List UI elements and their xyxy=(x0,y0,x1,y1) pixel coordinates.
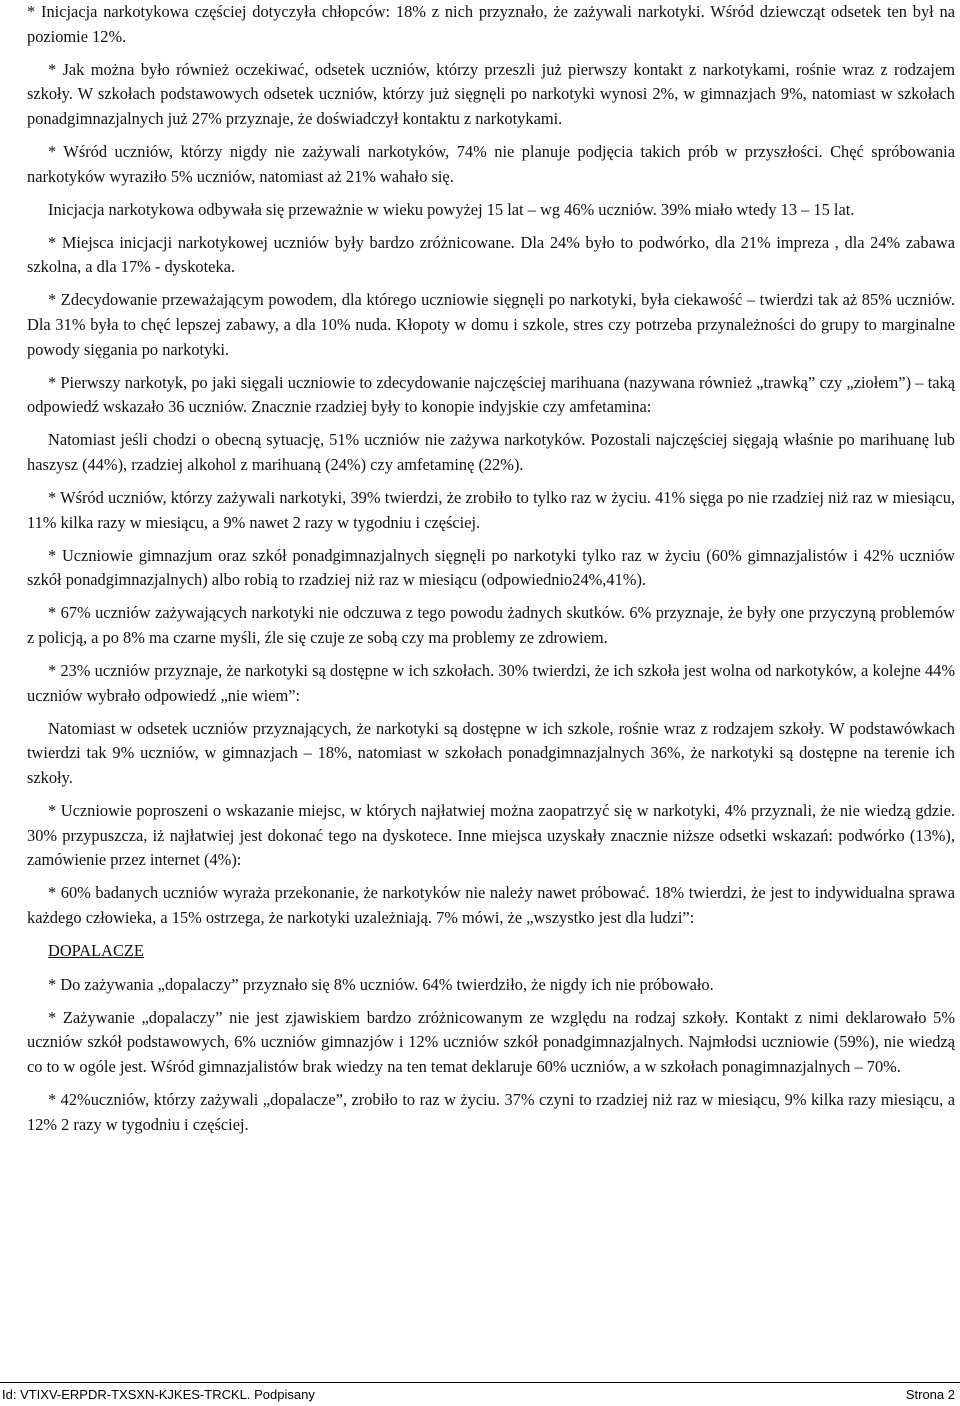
document-body xyxy=(27,0,955,1146)
paragraph-11: * 67% uczniów zażywających narkotyki nie odczuwa z tego powodu żadnych skutków. 6% przyznaje, że były one przyczyną problemów z policją, a po 8% ma czarne myśli, źle się czuje ze sobą czy ma problemy ze zdrowiem. xyxy=(27,603,955,648)
section-heading-dopalacze: DOPALACZE xyxy=(48,940,144,960)
section-paragraph-3: * 42%uczniów, którzy zażywali „dopalacze”, zrobiło to raz w życiu. 37% czyni to rzadziej niż raz w miesiącu, 9% kilka razy miesiącu, a 12% 2 razy w tygodniu i częściej. xyxy=(27,1089,955,1134)
paragraph-5: * Miejsca inicjacji narkotykowej uczniów były bardzo zróżnicowane. Dla 24% było to podwórko, dla 21% impreza , dla 24% zabawa szkolna, a dla 17% - dyskoteka. xyxy=(27,232,955,277)
section-paragraph-2: * Zażywanie „dopalaczy” nie jest zjawiskiem bardzo zróżnicowanym ze względu na rodzaj szkoły. Kontakt z nimi deklarowało 5% uczniów szkół podstawowych, 6% uczniów gimnazjów i 12% uczniów szkół ponadgimnazjalnych. Najmłodsi uczniowie (59%), nie wiedzą co to w ogóle jest. Wśród gimnazjalistów brak wiedzy na ten temat deklaruje 60% uczniów, a w szkołach ponagimnazjalnych – 70%. xyxy=(27,1007,955,1076)
document-id: Id: VTIXV-ERPDR-TXSXN-KJKES-TRCKL. Podpisany xyxy=(2,1387,315,1402)
paragraph-3: * Wśród uczniów, którzy nigdy nie zażywali narkotyków, 74% nie planuje podjęcia takich prób w przyszłości. Chęć spróbowania narkotyków wyraziło 5% uczniów, natomiast aż 21% wahało się. xyxy=(27,141,955,186)
paragraph-1: * Inicjacja narkotykowa częściej dotyczyła chłopców: 18% z nich przyznało, że zażywali narkotyki. Wśród dziewcząt odsetek ten był na poziomie 12%. xyxy=(27,2,955,46)
paragraph-8: Natomiast jeśli chodzi o obecną sytuację, 51% uczniów nie zażywa narkotyków. Pozostali najczęściej sięgają właśnie po marihuanę lub haszysz (44%), rzadziej alkohol z marihuaną (24%) czy amfetaminę (22%). xyxy=(27,430,955,474)
page-number: Strona 2 xyxy=(905,1387,955,1402)
paragraph-14: * Uczniowie poproszeni o wskazanie miejsc, w których najłatwiej można zaopatrzyć się w narkotyki, 4% przyznali, że nie wiedzą gdzie. 30% przypuszcza, iż najłatwiej jest dokonać tego na dyskotece. Inne miejsca uzyskały znacznie niższe odsetki wskazań: podwórko (13%), zamówienie przez internet (4%): xyxy=(27,801,955,870)
paragraph-15: * 60% badanych uczniów wyraża przekonanie, że narkotyków nie należy nawet próbować. 18% twierdzi, że jest to indywidualna sprawa każdego człowieka, a 15% ostrzega, że narkotyki uzależniają. 7% mówi, że „wszystko jest dla ludzi”: xyxy=(27,883,955,927)
paragraph-4: Inicjacja narkotykowa odbywała się przeważnie w wieku powyżej 15 lat – wg 46% uczniów. 39% miało wtedy 13 – 15 lat. xyxy=(48,199,855,219)
section-paragraph-1: * Do zażywania „dopalaczy” przyznało się 8% uczniów. 64% twierdziło, że nigdy ich nie próbowało. xyxy=(48,974,714,994)
paragraph-13: Natomiast w odsetek uczniów przyznających, że narkotyki są dostępne w ich szkole, rośnie wraz z rodzajem szkoły. W podstawówkach twierdzi tak 9% uczniów, w gimnazjach – 18%, natomiast w szkołach ponadgimnazjalnych 36%, że narkotyki są dostępne na terenie ich szkoły. xyxy=(27,718,955,788)
footer-divider xyxy=(0,1382,960,1383)
paragraph-2: * Jak można było również oczekiwać, odsetek uczniów, którzy przeszli już pierwszy kontakt z narkotykami, rośnie wraz z rodzajem szkoły. W szkołach podstawowych odsetek uczniów, którzy już sięgnęli po narkotyki wynosi 2%, w gimnazjach 9%, natomiast w szkołach ponadgimnazjalnych już 27% przyznaje, że doświadczył kontaktu z narkotykami. xyxy=(27,59,955,128)
paragraph-12: * 23% uczniów przyznaje, że narkotyki są dostępne w ich szkołach. 30% twierdzi, że ich szkoła jest wolna od narkotyków, a kolejne 44% uczniów wybrało odpowiedź „nie wiem”: xyxy=(27,661,955,705)
paragraph-6: * Zdecydowanie przeważającym powodem, dla którego uczniowie sięgnęli po narkotyki, była ciekawość – twierdzi tak aż 85% uczniów. Dla 31% była to chęć lepszej zabawy, a dla 10% nuda. Kłopoty w domu i szkole, stres czy potrzeba przynależności do grupy to marginalne powody sięgania po narkotyki. xyxy=(27,290,955,359)
page-footer xyxy=(0,1386,955,1404)
paragraph-7: * Pierwszy narkotyk, po jaki sięgali uczniowie to zdecydowanie najczęściej marihuana (nazywana również „trawką” czy „ziołem”) – taką odpowiedź wskazało 36 uczniów. Znacznie rzadziej były to konopie indyjskie czy amfetamina: xyxy=(27,372,955,417)
paragraph-9: * Wśród uczniów, którzy zażywali narkotyki, 39% twierdzi, że zrobiło to tylko raz w życiu. 41% sięga po nie rzadziej niż raz w miesiącu, 11% kilka razy w miesiącu, a 9% nawet 2 razy w tygodniu i częściej. xyxy=(27,488,955,532)
paragraph-10: * Uczniowie gimnazjum oraz szkół ponadgimnazjalnych sięgnęli po narkotyki tylko raz w życiu (60% gimnazjalistów i 42% uczniów szkół ponadgimnazjalnych) albo robią to rzadziej niż raz w miesiącu (odpowiednio24%,41%). xyxy=(27,545,955,590)
